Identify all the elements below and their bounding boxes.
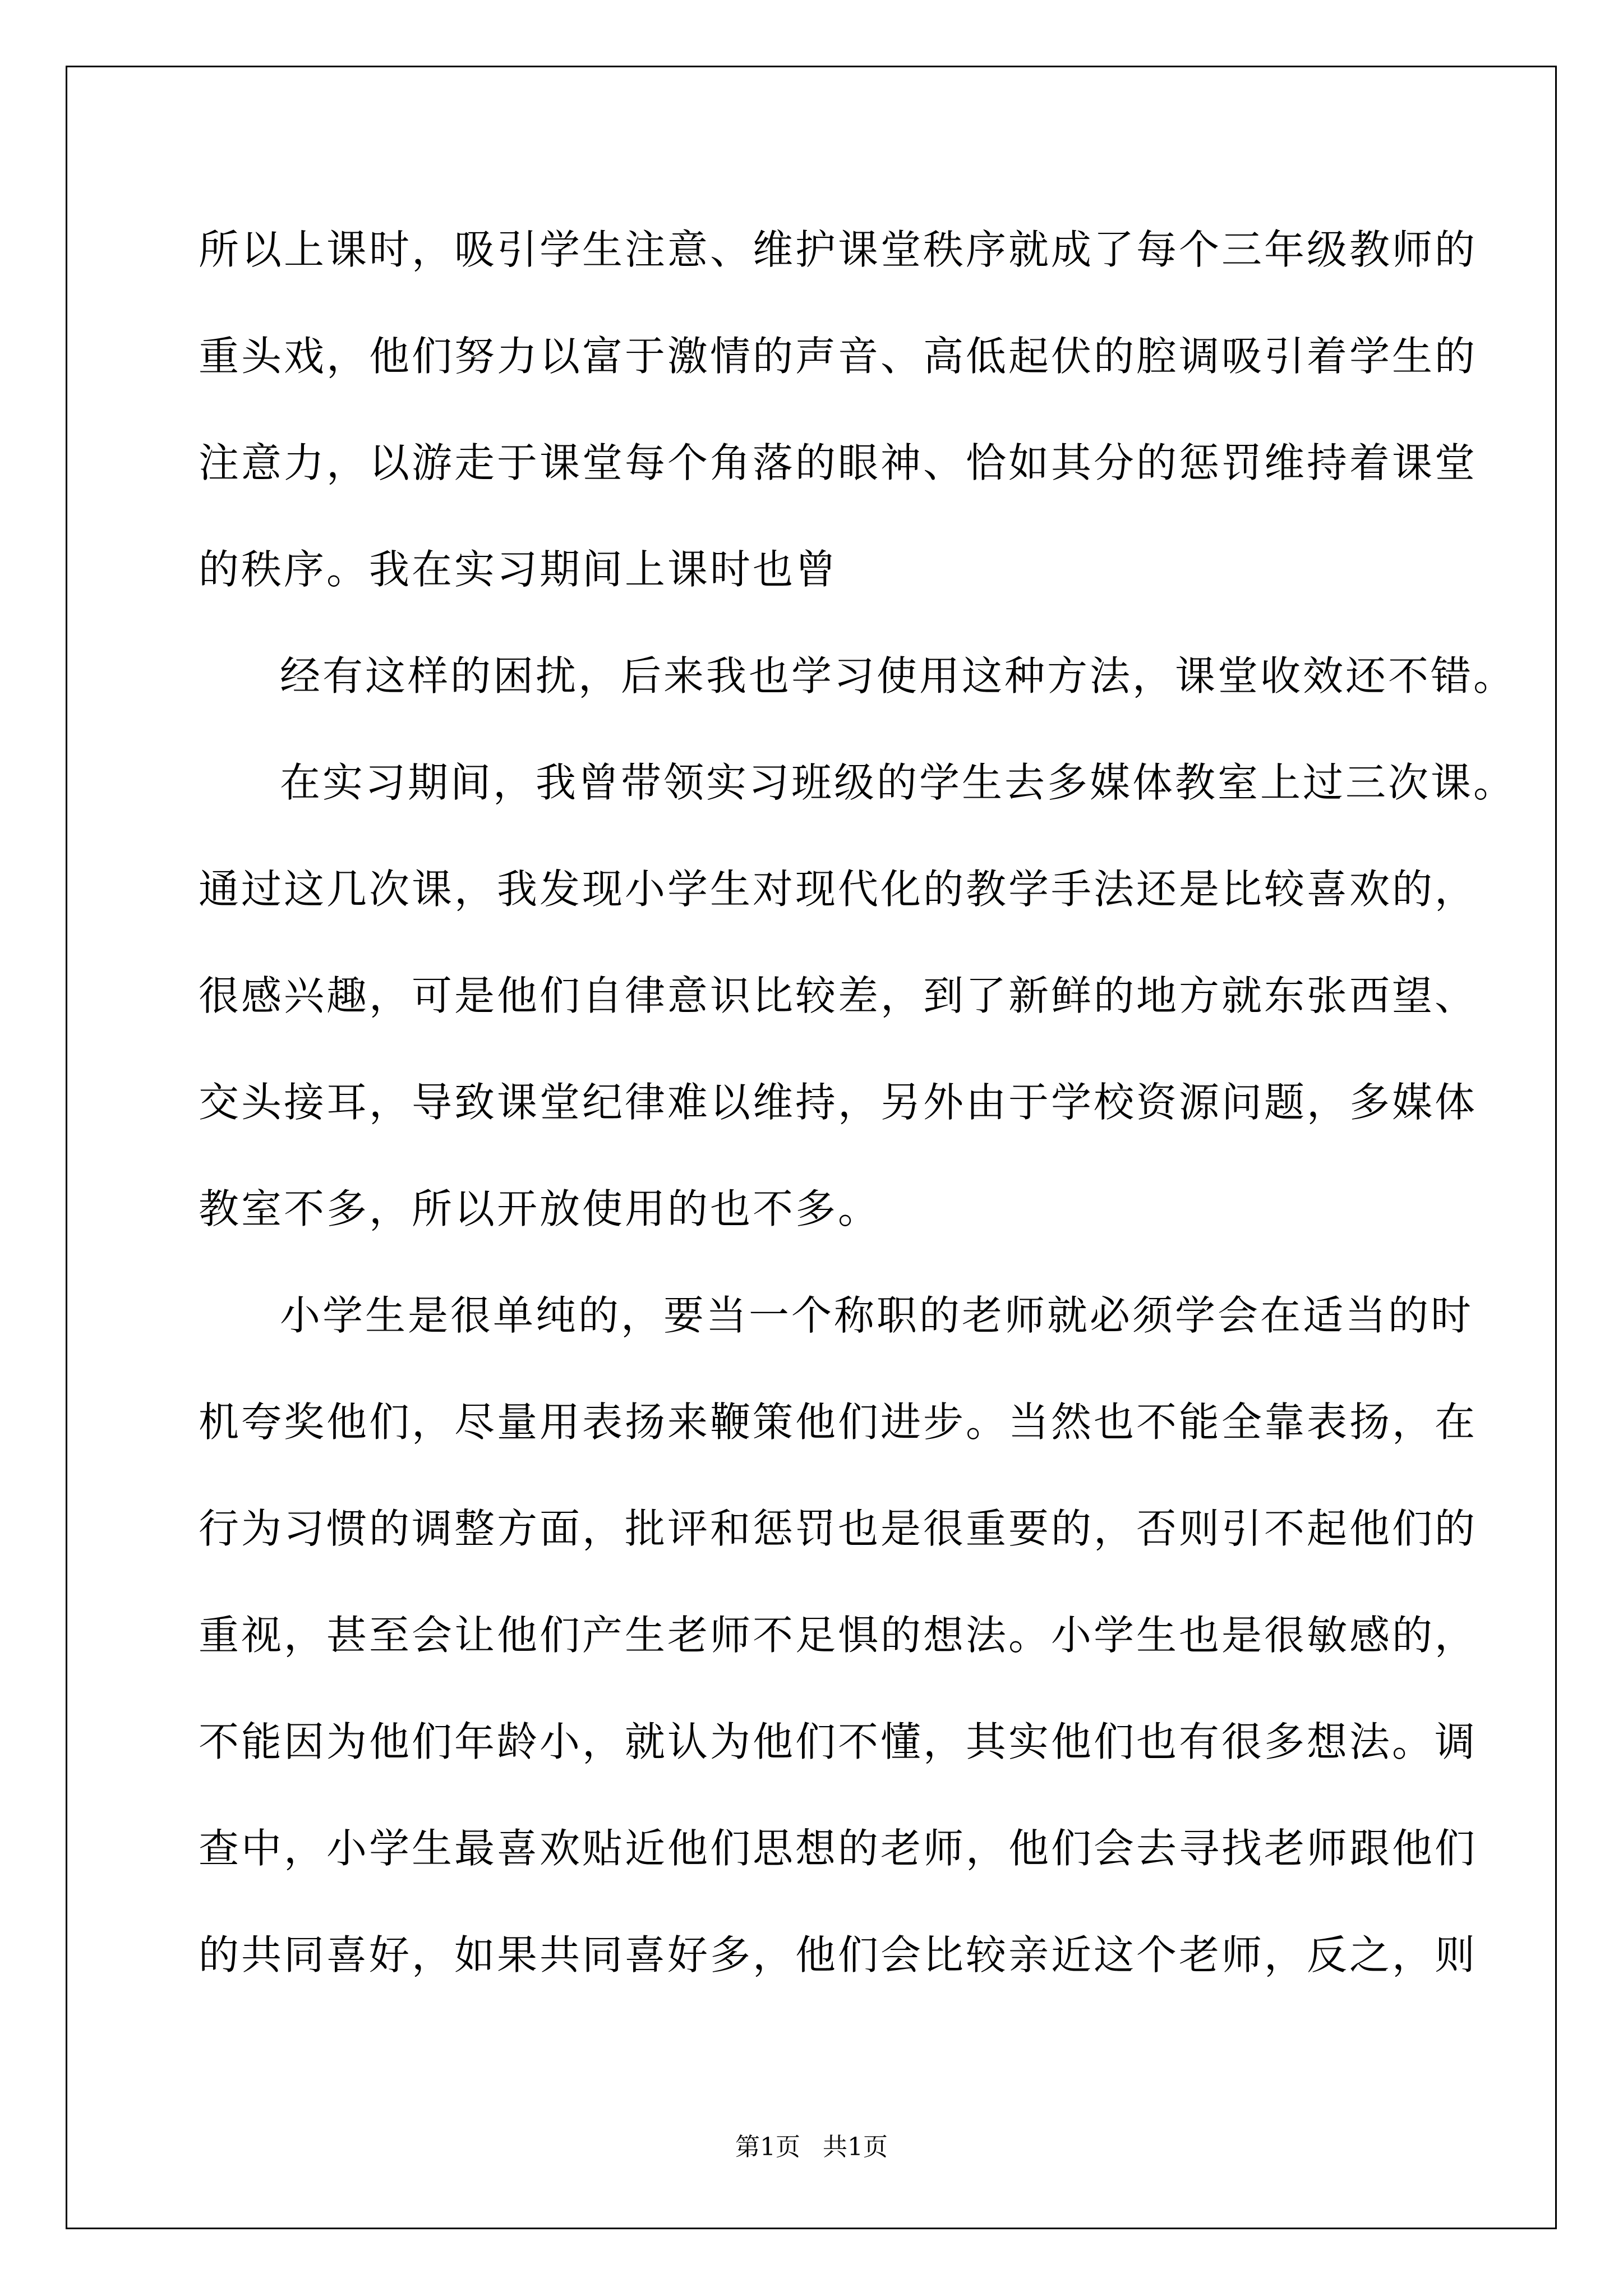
body-line: 所以上课时，吸引学生注意、维护课堂秩序就成了每个三年级教师的 xyxy=(199,226,1478,273)
body-line: 小学生是很单纯的，要当一个称职的老师就必须学会在适当的时 xyxy=(280,1292,1474,1339)
body-line: 重头戏，他们努力以富于激情的声音、高低起伏的腔调吸引着学生的 xyxy=(199,333,1478,380)
body-line: 教室不多，所以开放使用的也不多。 xyxy=(199,1185,881,1232)
body-line: 的秩序。我在实习期间上课时也曾 xyxy=(199,546,838,593)
body-line: 注意力，以游走于课堂每个角落的眼神、恰如其分的惩罚维持着课堂 xyxy=(199,439,1478,486)
body-line: 查中，小学生最喜欢贴近他们思想的老师，他们会去寻找老师跟他们 xyxy=(199,1825,1478,1872)
body-line: 很感兴趣，可是他们自律意识比较差，到了新鲜的地方就东张西望、 xyxy=(199,972,1478,1019)
body-line: 机夸奖他们，尽量用表扬来鞭策他们进步。当然也不能全靠表扬，在 xyxy=(199,1398,1478,1446)
body-line: 的共同喜好，如果共同喜好多，他们会比较亲近这个老师，反之，则 xyxy=(199,1931,1478,1978)
page-number: 第1页 xyxy=(735,2133,800,2161)
body-line: 通过这几次课，我发现小学生对现代化的教学手法还是比较喜欢的， xyxy=(199,866,1478,913)
body-line: 重视，甚至会让他们产生老师不足惧的想法。小学生也是很敏感的， xyxy=(199,1612,1478,1659)
body-line: 经有这样的困扰，后来我也学习使用这种方法，课堂收效还不错。 xyxy=(280,652,1516,700)
body-line: 交头接耳，导致课堂纪律难以维持，另外由于学校资源问题，多媒体 xyxy=(199,1079,1478,1126)
body-line: 行为习惯的调整方面，批评和惩罚也是很重要的，否则引不起他们的 xyxy=(199,1505,1478,1552)
page-border xyxy=(66,66,1557,2229)
page-footer xyxy=(0,2132,1623,2163)
page-total: 共1页 xyxy=(823,2133,888,2161)
body-line: 在实习期间，我曾带领实习班级的学生去多媒体教室上过三次课。 xyxy=(280,759,1516,806)
body-line: 不能因为他们年龄小，就认为他们不懂，其实他们也有很多想法。调 xyxy=(199,1718,1478,1765)
